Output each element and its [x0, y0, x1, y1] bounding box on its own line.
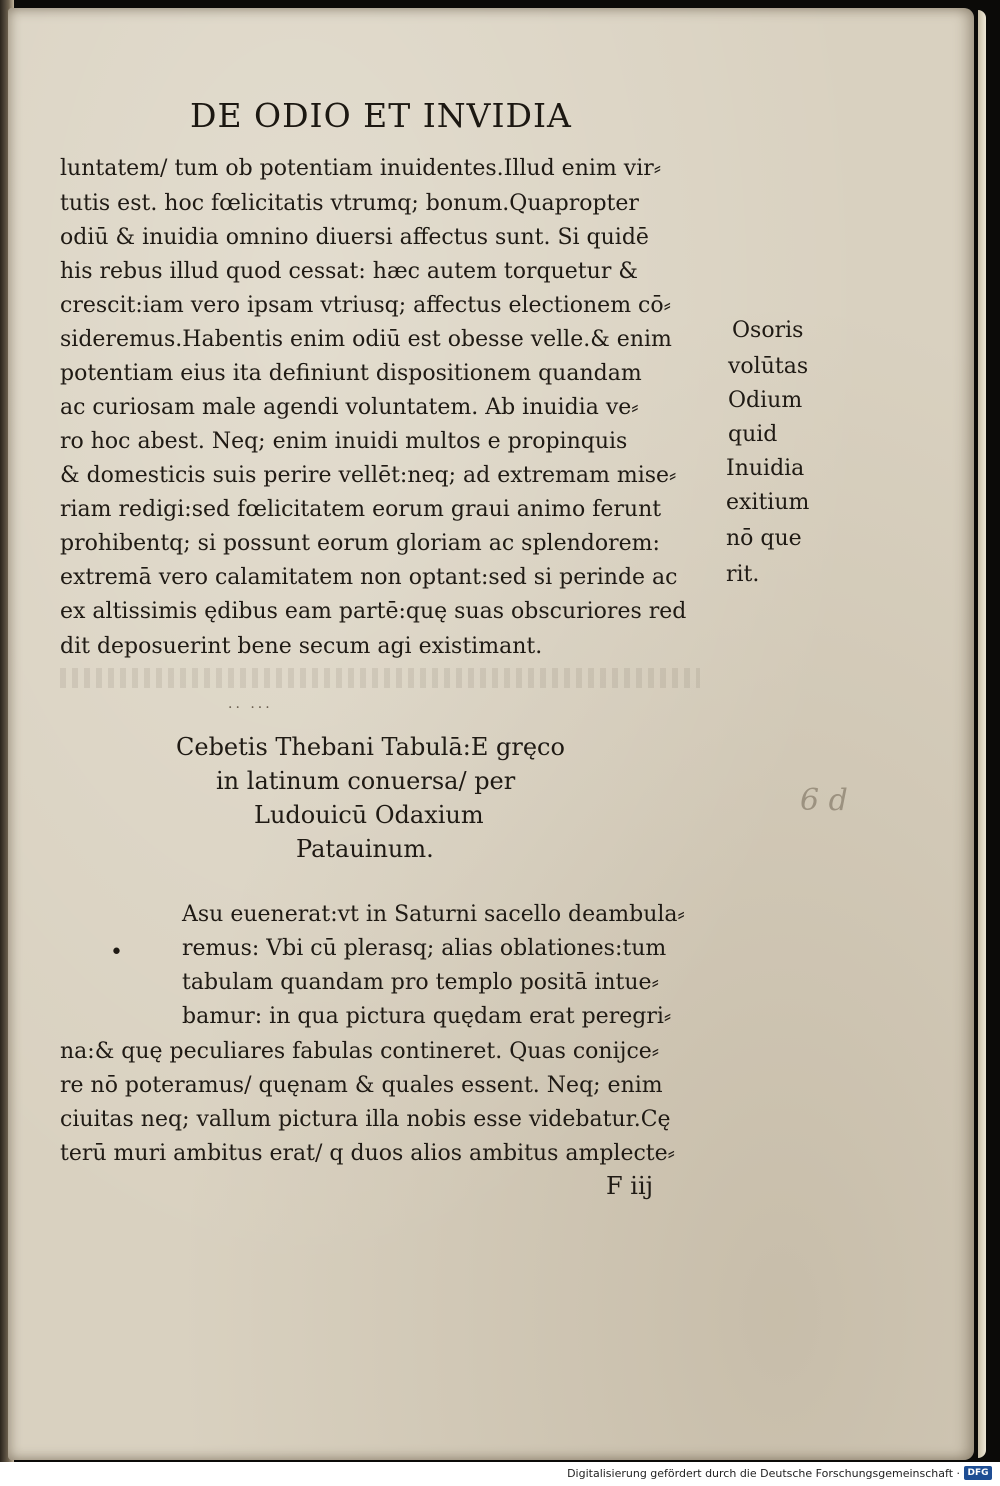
- body-line: prohibentq; si possunt eorum gloriam ac splendorem:: [60, 531, 660, 556]
- signature-mark: F iij: [606, 1172, 654, 1200]
- bleed-through-text: [60, 668, 700, 688]
- initial-placeholder-mark: •: [110, 940, 123, 965]
- body-line: tutis est. hoc fœlicitatis vtrumq; bonum.Quapropter: [60, 191, 639, 216]
- title-line: Patauinum.: [296, 835, 434, 863]
- running-heading: DE ODIO ET INVIDIA: [190, 96, 572, 135]
- marginal-note: Osoris: [732, 318, 804, 343]
- body-line: & domesticis suis perire vellēt:neq; ad extremam mise⸗: [60, 463, 677, 488]
- dfg-logo: DFG: [964, 1466, 992, 1480]
- body-line: his rebus illud quod cessat: hæc autem torquetur &: [60, 259, 638, 284]
- marginal-note: rit.: [726, 562, 760, 587]
- text-line: ciuitas neq; vallum pictura illa nobis esse videbatur.Cę: [60, 1107, 671, 1132]
- footer-credit: Digitalisierung gefördert durch die Deutsche Forschungsgemeinschaft ·: [567, 1467, 960, 1480]
- text-line: remus: Vbi cū plerasq; alias oblationes:tum: [182, 936, 667, 961]
- marginal-note: nō que: [726, 526, 802, 551]
- text-line: na:& quę peculiares fabulas contineret. Quas conijce⸗: [60, 1039, 660, 1064]
- marginal-note: exitium: [726, 490, 810, 515]
- title-line: Ludouicū Odaxium: [254, 801, 484, 829]
- body-line: potentiam eius ita definiunt dispositionem quandam: [60, 361, 642, 386]
- body-line: ac curiosam male agendi voluntatem. Ab inuidia ve⸗: [60, 395, 639, 420]
- body-line: crescit:iam vero ipsam vtriusq; affectus electionem cō⸗: [60, 293, 671, 318]
- page-edge: [978, 10, 986, 1458]
- marginal-note: Inuidia: [726, 456, 805, 481]
- body-line: extremā vero calamitatem non optant:sed si perinde ac: [60, 565, 678, 590]
- text-line: Asu euenerat:vt in Saturni sacello deambula⸗: [182, 902, 685, 927]
- body-line: ro hoc abest. Neq; enim inuidi multos e propinquis: [60, 429, 628, 454]
- text-line: terū muri ambitus erat/ q duos alios ambitus amplecte⸗: [60, 1141, 675, 1166]
- title-line: Cebetis Thebani Tabulā:E gręco: [176, 733, 565, 761]
- body-line: odiū & inuidia omnino diuersi affectus sunt. Si quidē: [60, 225, 649, 250]
- marginal-note: Odium: [728, 388, 803, 413]
- marginal-note: volūtas: [728, 354, 809, 379]
- body-line: ex altissimis ędibus eam partē:quę suas obscuriores red: [60, 599, 687, 624]
- title-line: in latinum conuersa/ per: [216, 767, 516, 795]
- printer-dots: ·· ···: [228, 700, 273, 716]
- body-line: luntatem/ tum ob potentiam inuidentes.Illud enim vir⸗: [60, 156, 662, 181]
- text-line: re nō poteramus/ quęnam & quales essent. Neq; enim: [60, 1073, 663, 1098]
- pencil-annotation: 6 d: [800, 783, 848, 818]
- marginal-note: quid: [728, 422, 778, 447]
- body-line: riam redigi:sed fœlicitatem eorum graui animo ferunt: [60, 497, 662, 522]
- body-line: sideremus.Habentis enim odiū est obesse velle.& enim: [60, 327, 672, 352]
- text-line: tabulam quandam pro templo positā intue⸗: [182, 970, 659, 995]
- text-line: bamur: in qua pictura quędam erat peregri⸗: [182, 1004, 672, 1029]
- body-line: dit deposuerint bene secum agi existimant.: [60, 634, 543, 659]
